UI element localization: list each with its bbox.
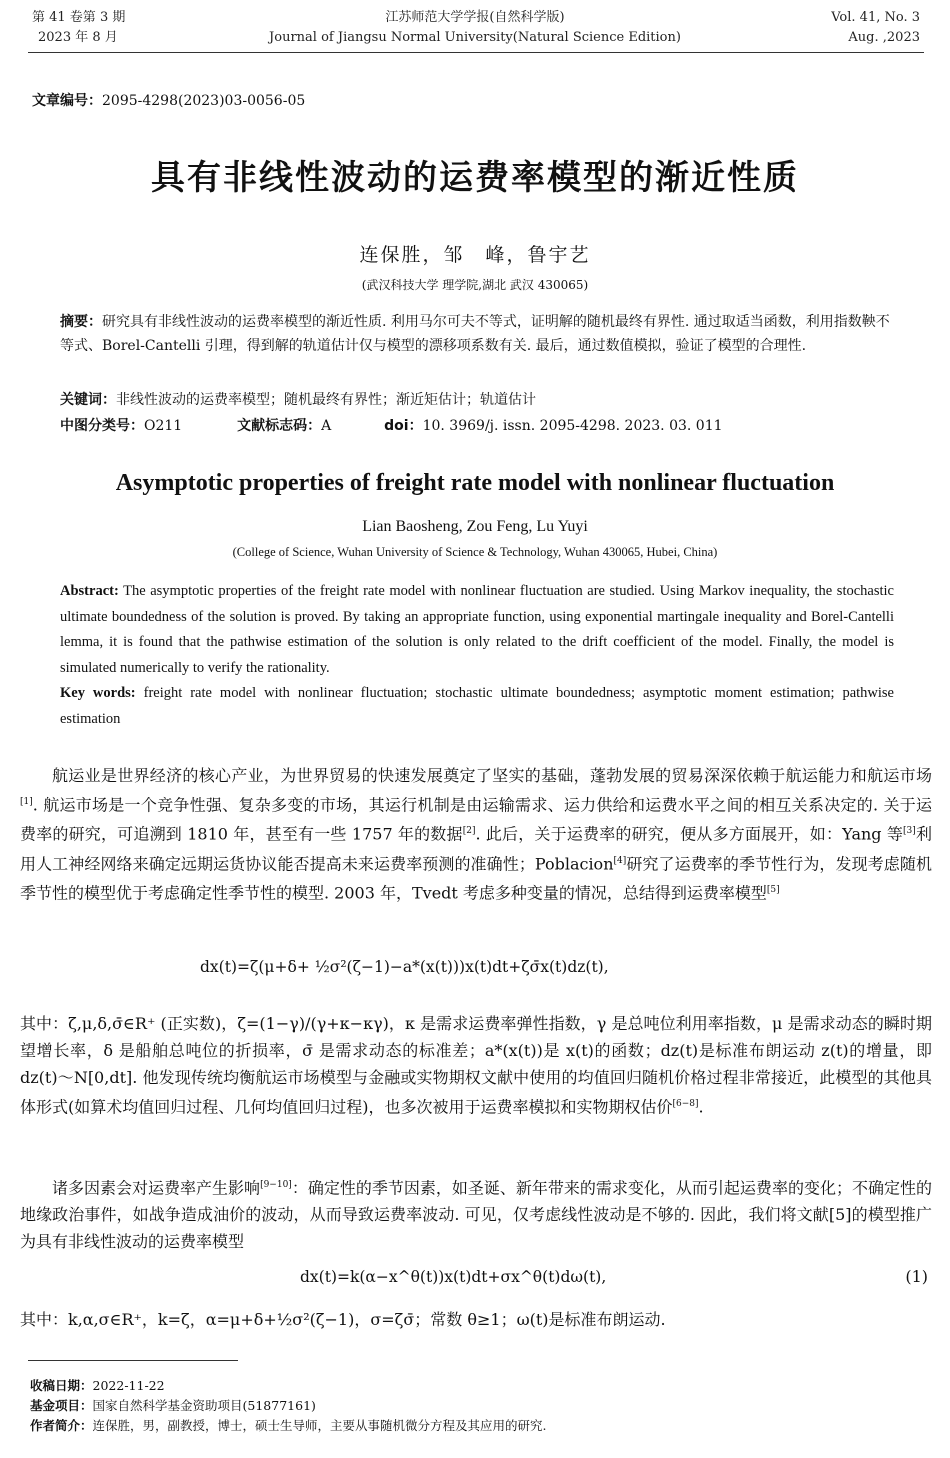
journal-name bbox=[0, 8, 950, 48]
citation-4: [4] bbox=[613, 855, 627, 866]
p1-text-b: . 航运市场是一个竞争性强、复杂多变的市场，其运行机制是由运输需求、运力供给和运费水平之间的相互关系决定的. 关于运费率的研究，可追溯到 1810 年，甚至有一些 1757 年的数据 bbox=[20, 795, 932, 844]
author-bio-value: 连保胜，男，副教授，博士，硕士生导师，主要从事随机微分方程及其应用的研究. bbox=[92, 1418, 547, 1433]
citation-1: [1] bbox=[20, 797, 33, 807]
p2-text-b: . bbox=[698, 1097, 704, 1117]
affiliation-cn: (武汉科技大学 理学院,湖北 武汉 430065) bbox=[361, 278, 589, 292]
citation-2: [2] bbox=[462, 826, 476, 837]
keywords-cn-text: 非线性波动的运费率模型；随机最终有界性；渐近矩估计；轨道估计 bbox=[116, 392, 536, 408]
citation-6-8: [6−8] bbox=[672, 1099, 699, 1109]
footnote-divider bbox=[28, 1360, 238, 1361]
p3-text-a: 诸多因素会对运费率产生影响 bbox=[52, 1178, 261, 1198]
authors-cn: 连保胜，邹 峰，鲁宇艺 bbox=[359, 244, 591, 266]
fund-value: 国家自然科学基金资助项目(51877161) bbox=[92, 1398, 316, 1413]
equation-1: dx(t)=k(α−x^θ(t))x(t)dt+σx^θ(t)dω(t), bbox=[300, 1268, 607, 1286]
equation-1-number: (1) bbox=[905, 1267, 928, 1286]
citation-9-10: [9−10] bbox=[260, 1180, 292, 1190]
abstract-en bbox=[60, 579, 894, 732]
received-label: 收稿日期： bbox=[30, 1378, 93, 1393]
title-cn: 具有非线性波动的运费率模型的渐近性质 bbox=[151, 158, 799, 198]
citation-5: [5] bbox=[766, 884, 780, 895]
received-date bbox=[30, 1376, 165, 1395]
author-bio bbox=[30, 1416, 547, 1435]
received-value: 2022-11-22 bbox=[92, 1378, 165, 1393]
keywords-cn-label: 关键词： bbox=[60, 392, 116, 408]
abstract-en-label: Abstract: bbox=[60, 583, 119, 599]
affiliation-en: (College of Science, Wuhan University of Science & Technology, Wuhan 430065, Hubei, China) bbox=[232, 545, 718, 559]
abstract-cn-text: 研究具有非线性波动的运费率模型的渐近性质. 利用马尔可夫不等式，证明解的随机最终有界性. 通过取适当函数，利用指数鞅不等式、Borel-Cantelli 引理，得到解的轨道估计仅与模型的漂移项系数有关. 最后，通过数值模拟，验证了模型的合理性. bbox=[60, 314, 890, 354]
body-paragraph-2 bbox=[20, 1010, 932, 1120]
doi-label: doi： bbox=[384, 418, 423, 434]
title-en: Asymptotic properties of freight rate model with nonlinear fluctuation bbox=[115, 470, 835, 496]
fund-project bbox=[30, 1396, 316, 1415]
abstract-cn-label: 摘要： bbox=[60, 314, 102, 330]
body-paragraph-3 bbox=[20, 1172, 932, 1255]
clc-label: 中图分类号： bbox=[60, 418, 144, 434]
issue-volume-en: Vol. 41, No. 3 bbox=[831, 10, 920, 25]
issue-date-en: Aug. ,2023 bbox=[848, 30, 920, 45]
issue-volume: 第 41 卷第 3 期 bbox=[32, 10, 126, 25]
fund-label: 基金项目： bbox=[30, 1398, 93, 1413]
authors-en: Lian Baosheng, Zou Feng, Lu Yuyi bbox=[362, 518, 588, 535]
p1-text-e: 研究了运费率的季节性行为，发现考虑随机季节性的模型优于考虑确定性季节性的模型. 2003 年，Tvedt 考虑多种变量的情况，总结得到运费率模型 bbox=[20, 853, 932, 903]
article-number bbox=[32, 90, 305, 110]
body-paragraph-4: 其中：k,α,σ∈R⁺，k=ζ，α=μ+δ+½σ²(ζ−1)，σ=ζσ̄；常数 θ≥1；ω(t)是标准布朗运动. bbox=[20, 1310, 666, 1329]
keywords-en-text: freight rate model with nonlinear fluctuation; stochastic ultimate boundedness; asymptotic moment estimation; pathwise estimation bbox=[60, 685, 894, 727]
clc-value: O211 bbox=[144, 418, 183, 434]
author-bio-label: 作者简介： bbox=[30, 1418, 93, 1433]
journal-issue-en bbox=[831, 8, 920, 48]
p1-text-a: 航运业是世界经济的核心产业，为世界贸易的快速发展奠定了坚实的基础，蓬勃发展的贸易深深依赖于航运能力和航运市场 bbox=[52, 766, 932, 785]
p3-text-b: ：确定性的季节因素，如圣诞、新年带来的需求变化，从而引起运费率的变化；不确定性的地缘政治事件，如战争造成油价的波动，从而导致运费率波动. 可见，仅考虑线性波动是不够的. 因此，我们将文献[5]的模型推广为具有非线性波动的运费率模型 bbox=[20, 1178, 932, 1252]
equation-tvedt: dx(t)=ζ(μ+δ+ ½σ²(ζ−1)−a*(x(t)))x(t)dt+ζσ̄x(t)dz(t), bbox=[200, 958, 609, 976]
journal-name-cn: 江苏师范大学学报(自然科学版) bbox=[385, 10, 565, 25]
classification-line bbox=[60, 414, 896, 438]
article-number-label: 文章编号： bbox=[32, 93, 102, 109]
abstract-en-text: The asymptotic properties of the freight rate model with nonlinear fluctuation are studied. Using Markov inequality, the stochastic ultimate boundedness of the solution is proved. By taking an appropriate function, using exponential martingale inequality and Borel-Cantelli lemma, it is found that the pathwise estimation of the solution is only related to the drift coefficient of the model. Finally, the model is simulated numerically to verify the rationality. bbox=[60, 583, 894, 676]
citation-3: [3] bbox=[903, 826, 916, 837]
issue-date: 2023 年 8 月 bbox=[38, 30, 118, 45]
keywords-cn bbox=[60, 388, 896, 412]
body-paragraph-1 bbox=[20, 762, 932, 906]
doc-code-label: 文献标志码： bbox=[237, 418, 322, 434]
p2-text-a: 其中：ζ,μ,δ,σ̄∈R⁺ (正实数)，ζ=(1−γ)/(γ+κ−κγ)，κ 是需求运费率弹性指数，γ 是总吨位利用率指数，μ 是需求动态的瞬时期望增长率，δ 是船舶总吨位的折损率，σ̄ 是需求动态的标准差；a*(x(t))是 x(t)的函数；dz(t)是标准布朗运动 z(t)的增量，即 dz(t)～N[0,dt]. 他发现传统均衡航运市场模型与金融或实物期权文献中使用的均值回归随机价格过程非常接近，此模型的其他具体形式(如算术均值回归过程、几何均值回归过程)，也多次被用于运费率模拟和实物期权估价 bbox=[20, 1014, 932, 1117]
journal-name-en: Journal of Jiangsu Normal University(Natural Science Edition) bbox=[269, 30, 681, 45]
header-divider bbox=[28, 52, 924, 53]
abstract-cn bbox=[60, 310, 896, 358]
keywords-en-label: Key words: bbox=[60, 685, 136, 701]
p1-text-c: . 此后，关于运费率的研究，便从多方面展开，如：Yang 等 bbox=[475, 824, 904, 844]
p1-text-d: 利用人工神经网络来确定远期运货协议能否提高未来运费率预测的准确性；Poblacion bbox=[20, 824, 932, 873]
doc-code-value: A bbox=[321, 418, 332, 434]
doi-value: 10. 3969/j. issn. 2095-4298. 2023. 03. 011 bbox=[422, 418, 723, 434]
article-number-value: 2095-4298(2023)03-0056-05 bbox=[102, 93, 306, 109]
